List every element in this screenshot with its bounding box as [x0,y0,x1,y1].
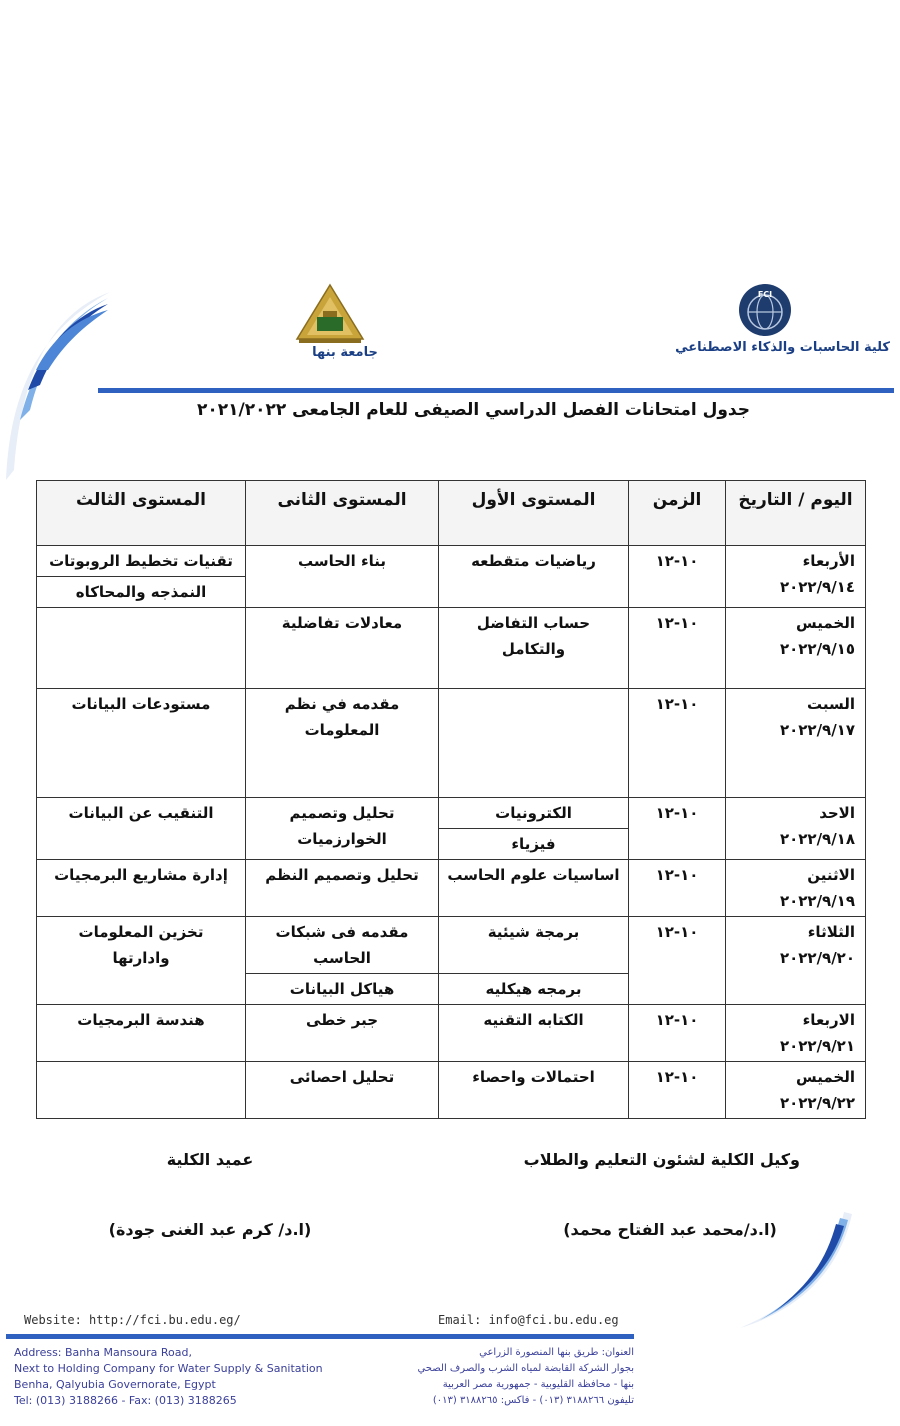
header-time: الزمن [629,481,726,546]
exam-date: ٢٠٢٢/٩/٢٠ [779,949,855,967]
level3-cell [37,917,246,1005]
level1-cell: برمجه هيكليه [439,974,629,1005]
header-level1: المستوى الأول [439,481,629,546]
time-cell: ١٠-١٢ [629,860,726,917]
time-cell: ١٠-١٢ [629,546,726,608]
table-row [37,1005,866,1062]
footer-rule [6,1334,634,1339]
level3-cell: تقنيات تخطيط الروبوتات [37,546,246,577]
time-cell: ١٠-١٢ [629,608,726,689]
level1-cell: برمجة شيئية [439,917,629,974]
exam-date: ٢٠٢٢/٩/١٩ [779,892,855,910]
address-line: Tel: (013) 3188266 - Fax: (013) 3188265 [14,1394,237,1407]
day-name: الاثنين [807,866,855,884]
level2-line: مقدمه في نظم [284,695,400,713]
level3-cell: هندسة البرمجيات [37,1005,246,1062]
header-level3: المستوى الثالث [37,481,246,546]
decorative-swoosh-left [0,270,110,490]
table-row [37,917,866,974]
header-day-date: اليوم / التاريخ [726,481,866,546]
exam-date: ٢٠٢٢/٩/١٤ [779,578,855,596]
level3-line: وادارتها [112,949,170,967]
university-name: جامعة بنها [312,345,378,360]
address-line: Benha, Qalyubia Governorate, Egypt [14,1378,216,1391]
level1-cell: فيزياء [439,829,629,860]
level3-cell [37,608,246,689]
table-row [37,1062,866,1119]
time-cell: ١٠-١٢ [629,1062,726,1119]
day-date-cell [726,917,866,1005]
exam-date: ٢٠٢٢/٩/٢٢ [779,1094,855,1112]
day-date-cell [726,798,866,860]
address-line: تليفون ٣١٨٨٢٦٦ (٠١٣) - فاكس: ٣١٨٨٢٦٥ (٠١٣) [432,1395,634,1406]
dean-title: عميد الكلية [166,1150,254,1169]
fci-emblem-text: FCI [757,290,773,299]
level2-line: المعلومات [304,721,380,739]
level3-cell: التنقيب عن البيانات [37,798,246,860]
table-row [37,689,866,798]
page-title: جدول امتحانات الفصل الدراسي الصيفى للعام الجامعى ٢٠٢١/٢٠٢٢ [196,400,750,420]
vice-dean-name: (ا.د/محمد عبد الفتاح محمد) [563,1220,777,1239]
level1-cell [439,608,629,689]
email-text: Email: info@fci.bu.edu.eg [438,1313,619,1327]
level2-cell [246,689,439,798]
exam-schedule-table [36,480,866,1119]
level1-cell: اساسيات علوم الحاسب [439,860,629,917]
level2-cell: معادلات تفاضلية [246,608,439,689]
level2-line: الخوارزميات [297,830,387,848]
level2-cell [246,798,439,860]
exam-date: ٢٠٢٢/٩/٢١ [779,1037,855,1055]
address-line: بنها - محافظة القليوبية - جمهورية مصر العربية [442,1379,634,1390]
vice-dean-title: وكيل الكلية لشئون التعليم والطلاب [523,1150,800,1169]
pyramid-emblem-icon [295,283,365,345]
table-row [37,608,866,689]
level1-cell [439,689,629,798]
header-level2: المستوى الثانى [246,481,439,546]
address-arabic [330,1345,634,1409]
exam-date: ٢٠٢٢/٩/١٥ [779,640,855,658]
table-row [37,860,866,917]
day-date-cell [726,1062,866,1119]
address-line: Address: Banha Mansoura Road, [14,1346,192,1359]
level1-cell: احتمالات واحصاء [439,1062,629,1119]
level2-cell: تحليل وتصميم النظم [246,860,439,917]
day-date-cell [726,1005,866,1062]
day-date-cell [726,860,866,917]
level3-cell [37,1062,246,1119]
table-header-row [37,481,866,546]
level2-cell: جبر خطى [246,1005,439,1062]
day-date-cell [726,546,866,608]
fci-name: كلية الحاسبات والذكاء الاصطناعي [675,340,890,355]
address-line: بجوار الشركة القابضة لمياه الشرب والصرف الصحي [417,1363,634,1374]
table-row [37,798,866,829]
level1-line: حساب التفاضل [476,614,591,632]
level2-cell: هياكل البيانات [246,974,439,1005]
fci-logo [675,282,890,362]
time-cell: ١٠-١٢ [629,689,726,798]
day-name: الثلاثاء [807,923,855,941]
level1-cell: الكتابه التقنيه [439,1005,629,1062]
level2-cell: بناء الحاسب [246,546,439,608]
decorative-swoosh-right [740,1210,860,1330]
day-name: الاربعاء [802,1011,855,1029]
level1-line: والتكامل [501,640,566,658]
day-name: السبت [806,695,855,713]
level3-line: تخزين المعلومات [78,923,204,941]
address-line: Next to Holding Company for Water Supply & Sanitation [14,1362,323,1375]
level2-cell: تحليل احصائى [246,1062,439,1119]
level1-cell: رياضيات متقطعه [439,546,629,608]
exam-date: ٢٠٢٢/٩/١٨ [779,830,855,848]
level3-cell: إدارة مشاريع البرمجيات [37,860,246,917]
time-cell: ١٠-١٢ [629,798,726,860]
level2-line: الحاسب [313,949,371,967]
level2-cell [246,917,439,974]
website-text: Website: http://fci.bu.edu.eg/ [24,1313,241,1327]
level3-cell: مستودعات البيانات [37,689,246,798]
day-name: الأربعاء [802,552,855,570]
time-cell: ١٠-١٢ [629,1005,726,1062]
fci-emblem-icon [737,282,793,338]
dean-name: (ا.د/ كرم عبد الغنى جودة) [108,1220,312,1239]
day-date-cell [726,608,866,689]
address-english [14,1345,323,1409]
day-name: الخميس [796,614,855,632]
address-line: العنوان: طريق بنها المنصورة الزراعي [479,1347,634,1358]
benha-university-logo [285,283,405,363]
day-name: الاحد [819,804,855,822]
header-rule [98,388,894,393]
level2-line: تحليل وتصميم [289,804,395,822]
day-date-cell [726,689,866,798]
level1-cell: الكترونيات [439,798,629,829]
level3-cell: النمذجه والمحاكاه [37,577,246,608]
exam-date: ٢٠٢٢/٩/١٧ [779,721,855,739]
level2-line: مقدمه فى شبكات [275,923,409,941]
table-row [37,546,866,577]
day-name: الخميس [796,1068,855,1086]
time-cell: ١٠-١٢ [629,917,726,1005]
